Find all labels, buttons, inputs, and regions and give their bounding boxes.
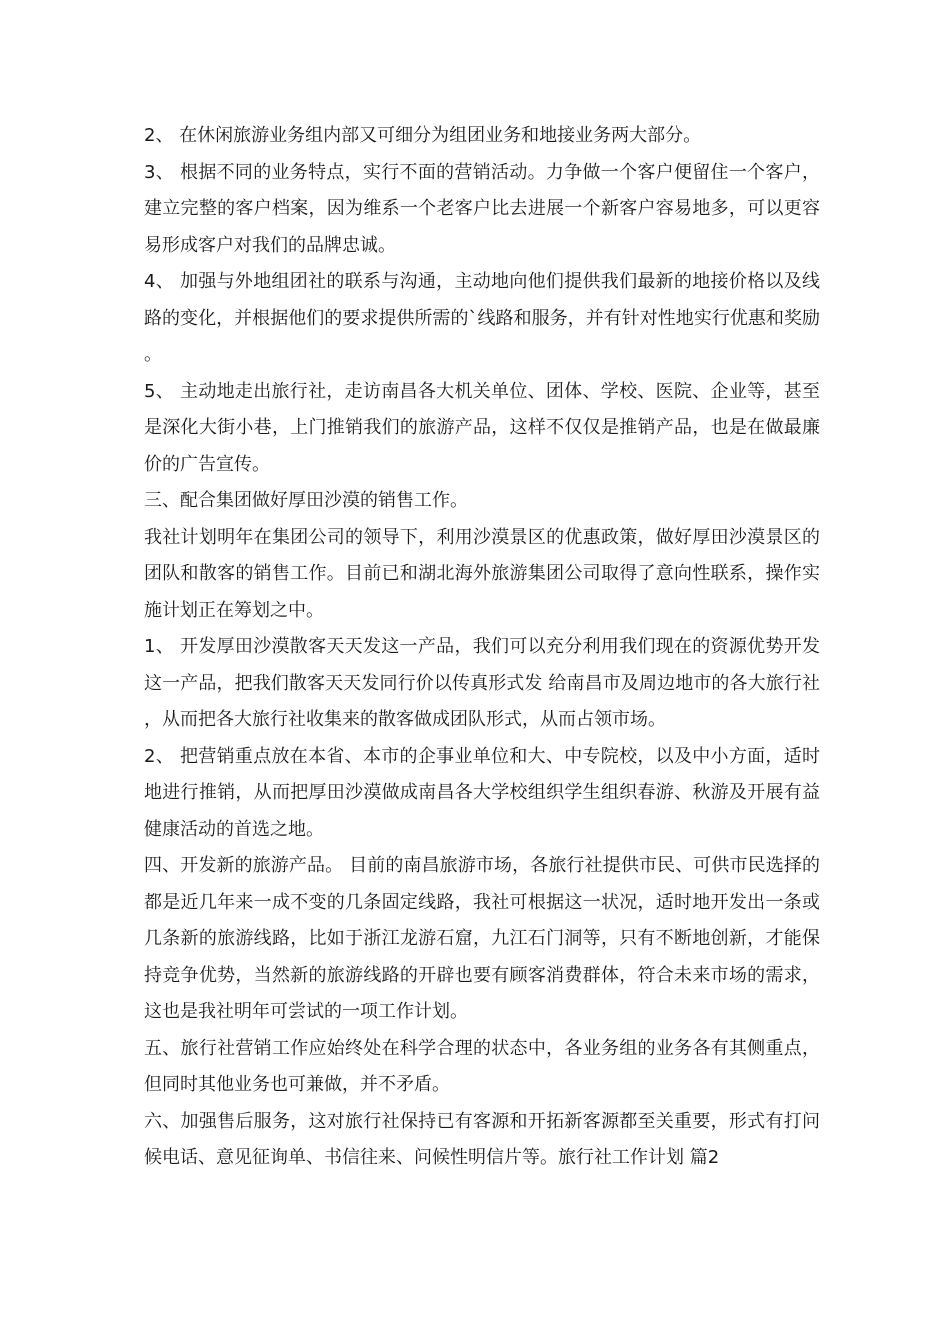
section-6-after-sales: 六、加强售后服务，这对旅行社保持已有客源和开拓新客源都至关重要，形式有打问候电话、意见征询单、书信往来、问候性明信片等。旅行社工作计划 篇2	[144, 1110, 820, 1168]
section-5-marketing-state: 五、旅行社营销工作应始终处在科学合理的状态中，各业务组的业务各有其侧重点，但同时其他业务也可兼做，并不矛盾。	[144, 1037, 820, 1095]
paragraph-item-3-marketing: 3、 根据不同的业务特点，实行不面的营销活动。力争做一个客户便留住一个客户，建立完整的客户档案，因为维系一个老客户比去进展一个新客户容易地多，可以更容易形成客户对我们的品牌忠诚。	[144, 161, 820, 256]
paragraph-item-1-daily-tours: 1、 开发厚田沙漠散客天天发这一产品，我们可以充分利用我们现在的资源优势开发这一产品，把我们散客天天发同行价以传真形式发 给南昌市及周边地市的各大旅行社，从而把各大旅行社收集来的散客做成团队形式，从而占领市场。	[144, 636, 820, 730]
section-4-new-products: 四、开发新的旅游产品。 目前的南昌旅游市场，各旅行社提供市民、可供市民选择的都是近几年来一成不变的几条固定线路，我社可根据这一状况，适时地开发出一条或几条新的旅游线路，比如于浙江龙游石窟，九江石门洞等，只有不断地创新，才能保持竞争优势，当然新的旅游线路的开辟也要有顾客消费群体，符合未来市场的需求，这也是我社明年可尝试的一项工作计划。	[144, 855, 820, 1022]
document-body	[144, 118, 820, 1177]
paragraph-item-4-partner-agencies: 4、 加强与外地组团社的联系与沟通，主动地向他们提供我们最新的地接价格以及线路的变化，并根据他们的要求提供所需的`线路和服务，并有针对性地实行优惠和奖励。	[144, 271, 820, 365]
paragraph-desert-plan: 我社计划明年在集团公司的领导下，利用沙漠景区的优惠政策，做好厚田沙漠景区的团队和散客的销售工作。目前已和湖北海外旅游集团公司取得了意向性联系，操作实施计划正在筹划之中。	[144, 526, 820, 621]
paragraph-item-5-outreach: 5、 主动地走出旅行社，走访南昌各大机关单位、团体、学校、医院、企业等，甚至是深化大街小巷，上门推销我们的旅游产品，这样不仅仅是推销产品，也是在做最廉价的广告宣传。	[144, 380, 820, 475]
paragraph-item-2-business-split: 2、 在休闲旅游业务组内部又可细分为组团业务和地接业务两大部分。	[144, 125, 702, 146]
paragraph-item-2-schools: 2、 把营销重点放在本省、本市的企事业单位和大、中专院校，以及中小方面，适时地进行推销，从而把厚田沙漠做成南昌各大学校组织学生组织春游、秋游及开展有益健康活动的首选之地。	[144, 745, 820, 840]
section-heading-3: 三、配合集团做好厚田沙漠的销售工作。	[144, 490, 468, 511]
